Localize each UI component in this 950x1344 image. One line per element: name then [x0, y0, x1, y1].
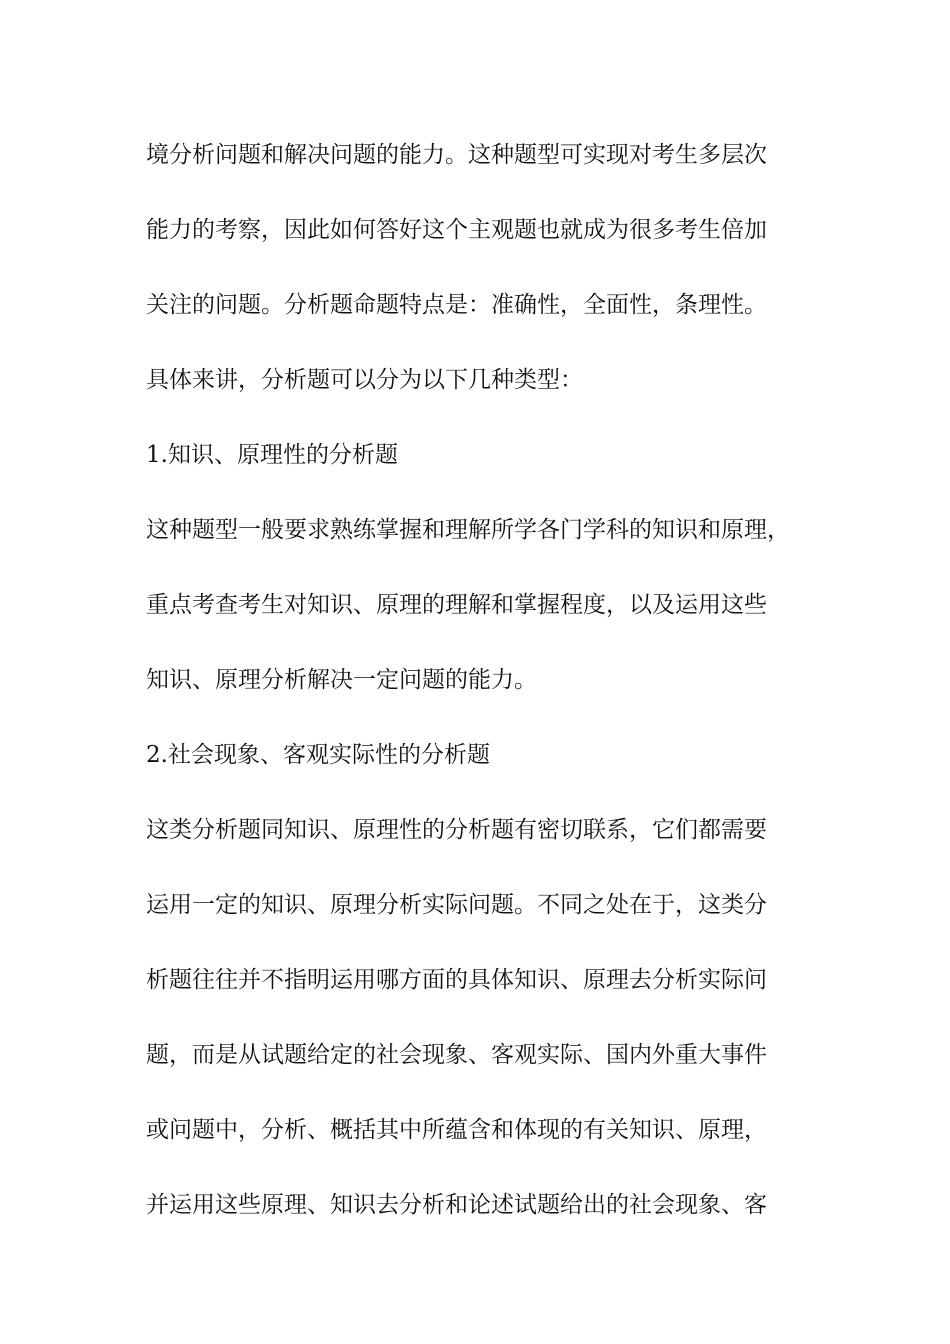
section-heading-1: 1.知识、原理性的分析题 — [146, 442, 398, 468]
text-line: 能力的考察，因此如何答好这个主观题也就成为很多考生倍加 — [146, 217, 767, 243]
section-heading-2: 2.社会现象、客观实际性的分析题 — [146, 742, 490, 768]
text-line: 知识、原理分析解决一定问题的能力。 — [146, 667, 537, 693]
text-line: 这类分析题同知识、原理性的分析题有密切联系，它们都需要 — [146, 817, 767, 843]
text-line: 或问题中，分析、概括其中所蕴含和体现的有关知识、原理， — [146, 1117, 767, 1143]
text-line: 具体来讲，分析题可以分为以下几种类型： — [146, 367, 583, 393]
text-line: 并运用这些原理、知识去分析和论述试题给出的社会现象、客 — [146, 1192, 767, 1218]
text-line: 这种题型一般要求熟练掌握和理解所学各门学科的知识和原理， — [146, 517, 790, 543]
text-line: 重点考查考生对知识、原理的理解和掌握程度，以及运用这些 — [146, 592, 767, 618]
document-body — [146, 131, 826, 1256]
text-line: 关注的问题。分析题命题特点是：准确性，全面性，条理性。 — [146, 292, 767, 318]
text-line: 题，而是从试题给定的社会现象、客观实际、国内外重大事件 — [146, 1042, 767, 1068]
text-line: 境分析问题和解决问题的能力。这种题型可实现对考生多层次 — [146, 142, 767, 168]
text-line: 运用一定的知识、原理分析实际问题。不同之处在于，这类分 — [146, 892, 767, 918]
text-line: 析题往往并不指明运用哪方面的具体知识、原理去分析实际问 — [146, 967, 767, 993]
